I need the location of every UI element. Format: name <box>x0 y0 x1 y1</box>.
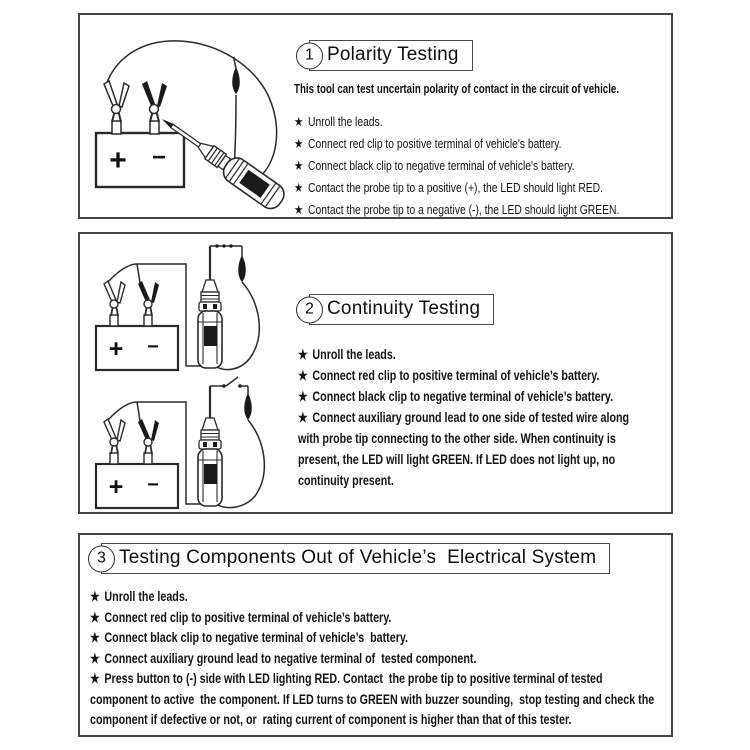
bullet-text: Contact the probe tip to a positive (+), the LED should light RED. <box>308 180 603 195</box>
bullet-text: Connect red clip to positive terminal of vehicle’s battery. <box>104 609 392 625</box>
battery-minus-label: − <box>147 336 159 358</box>
list-item <box>294 133 674 155</box>
circuit-tester <box>198 386 222 506</box>
battery-plus-label: + <box>108 335 124 363</box>
star-bullet-icon: ★ <box>298 368 308 383</box>
battery <box>96 453 178 508</box>
circuit-tester <box>198 246 222 368</box>
star-bullet-icon: ★ <box>294 180 304 195</box>
positive-clip <box>104 81 129 122</box>
list-item <box>294 199 674 221</box>
bullet-text: Unroll the leads. <box>312 347 396 362</box>
list-item <box>90 608 662 629</box>
section-number-badge: 1 <box>296 42 323 69</box>
section-title <box>88 543 610 574</box>
list-item <box>294 111 674 133</box>
instruction-list <box>294 111 674 221</box>
bullet-text: Unroll the leads. <box>104 589 188 604</box>
bullet-text: Contact the probe tip to a negative (-), the LED should light GREEN. <box>308 202 620 217</box>
section-title-text: Polarity Testing <box>309 40 473 71</box>
list-item <box>294 177 674 199</box>
star-bullet-icon: ★ <box>294 114 304 129</box>
bullet-text: Connect black clip to negative terminal of vehicle’s battery. <box>104 630 409 645</box>
section-polarity-testing <box>78 13 673 219</box>
bullet-text: Connect auxiliary ground lead to negative terminal of tested component. <box>104 650 477 666</box>
battery <box>96 315 178 370</box>
list-item <box>90 587 662 608</box>
star-bullet-icon: ★ <box>90 630 100 645</box>
bullet-text: Connect black clip to negative terminal of vehicle's battery. <box>308 158 575 173</box>
continuity-test-diagram-closed <box>90 238 290 374</box>
star-bullet-icon: ★ <box>298 347 308 362</box>
list-item <box>298 386 650 407</box>
tested-wire-open-switch <box>210 377 248 388</box>
bullet-text: Connect black clip to negative terminal of vehicle’s battery. <box>312 389 614 404</box>
battery-plus-label: + <box>108 473 124 501</box>
list-item <box>90 628 662 649</box>
probe-handle <box>244 386 252 420</box>
list-item <box>298 407 650 491</box>
star-bullet-icon: ★ <box>294 136 304 151</box>
bullet-text: Unroll the leads. <box>308 114 383 129</box>
tested-wire <box>210 244 242 247</box>
battery-plus-label: + <box>109 144 127 177</box>
probe-handle <box>232 57 240 94</box>
tester-led-window <box>204 326 217 346</box>
bullet-text: Press button to (-) side with LED lighting RED. Contact the probe tip to positive terminal of tested component to active the component. If LED turns to GREEN with buzzer sounding, stop testing and check the component if defective or not, or rating current of component is higher than that of this tester. <box>90 671 658 727</box>
section-title <box>296 294 494 325</box>
probe-handle <box>238 246 246 282</box>
star-bullet-icon: ★ <box>90 589 100 604</box>
list-item <box>298 344 650 365</box>
bullet-text: Connect red clip to positive terminal of vehicle's battery. <box>308 136 562 151</box>
section-title-text: Testing Components Out of Vehicle’s Electrical System <box>101 543 610 574</box>
section-intro: This tool can test uncertain polarity of contact in the circuit of vehicle. <box>294 82 620 96</box>
star-bullet-icon: ★ <box>90 609 100 625</box>
star-bullet-icon: ★ <box>298 389 308 404</box>
list-item <box>294 155 674 177</box>
section-title-text: Continuity Testing <box>309 294 494 325</box>
instruction-list <box>90 587 662 731</box>
positive-clip <box>104 419 125 454</box>
star-bullet-icon: ★ <box>294 158 304 173</box>
polarity-test-diagram <box>88 31 303 211</box>
star-bullet-icon: ★ <box>90 671 100 686</box>
bullet-text: Connect auxiliary ground lead to one side of tested wire along with probe tip connecting to the other side. When continuity is present, the LED will light GREEN. If LED does not light up, no continuity present. <box>298 410 633 488</box>
section-title <box>296 40 473 71</box>
battery <box>96 121 184 187</box>
section-testing-components <box>78 533 673 737</box>
negative-clip <box>138 281 159 316</box>
list-item <box>90 649 662 670</box>
positive-clip <box>104 281 125 316</box>
section-continuity-testing <box>78 232 673 514</box>
battery-minus-label: − <box>147 474 159 496</box>
section-number-badge: 2 <box>296 296 323 323</box>
star-bullet-icon: ★ <box>294 202 304 217</box>
negative-clip <box>142 81 167 122</box>
continuity-test-diagram-open <box>90 376 290 512</box>
instruction-list <box>298 344 650 491</box>
list-item <box>90 669 662 731</box>
star-bullet-icon: ★ <box>90 650 100 666</box>
star-bullet-icon: ★ <box>298 410 308 425</box>
battery-minus-label: − <box>151 144 167 171</box>
tester-led-window <box>204 464 217 484</box>
bullet-text: Connect red clip to positive terminal of vehicle’s battery. <box>312 368 600 383</box>
negative-clip <box>138 419 159 454</box>
list-item <box>298 365 650 386</box>
section-number-badge: 3 <box>88 545 115 572</box>
